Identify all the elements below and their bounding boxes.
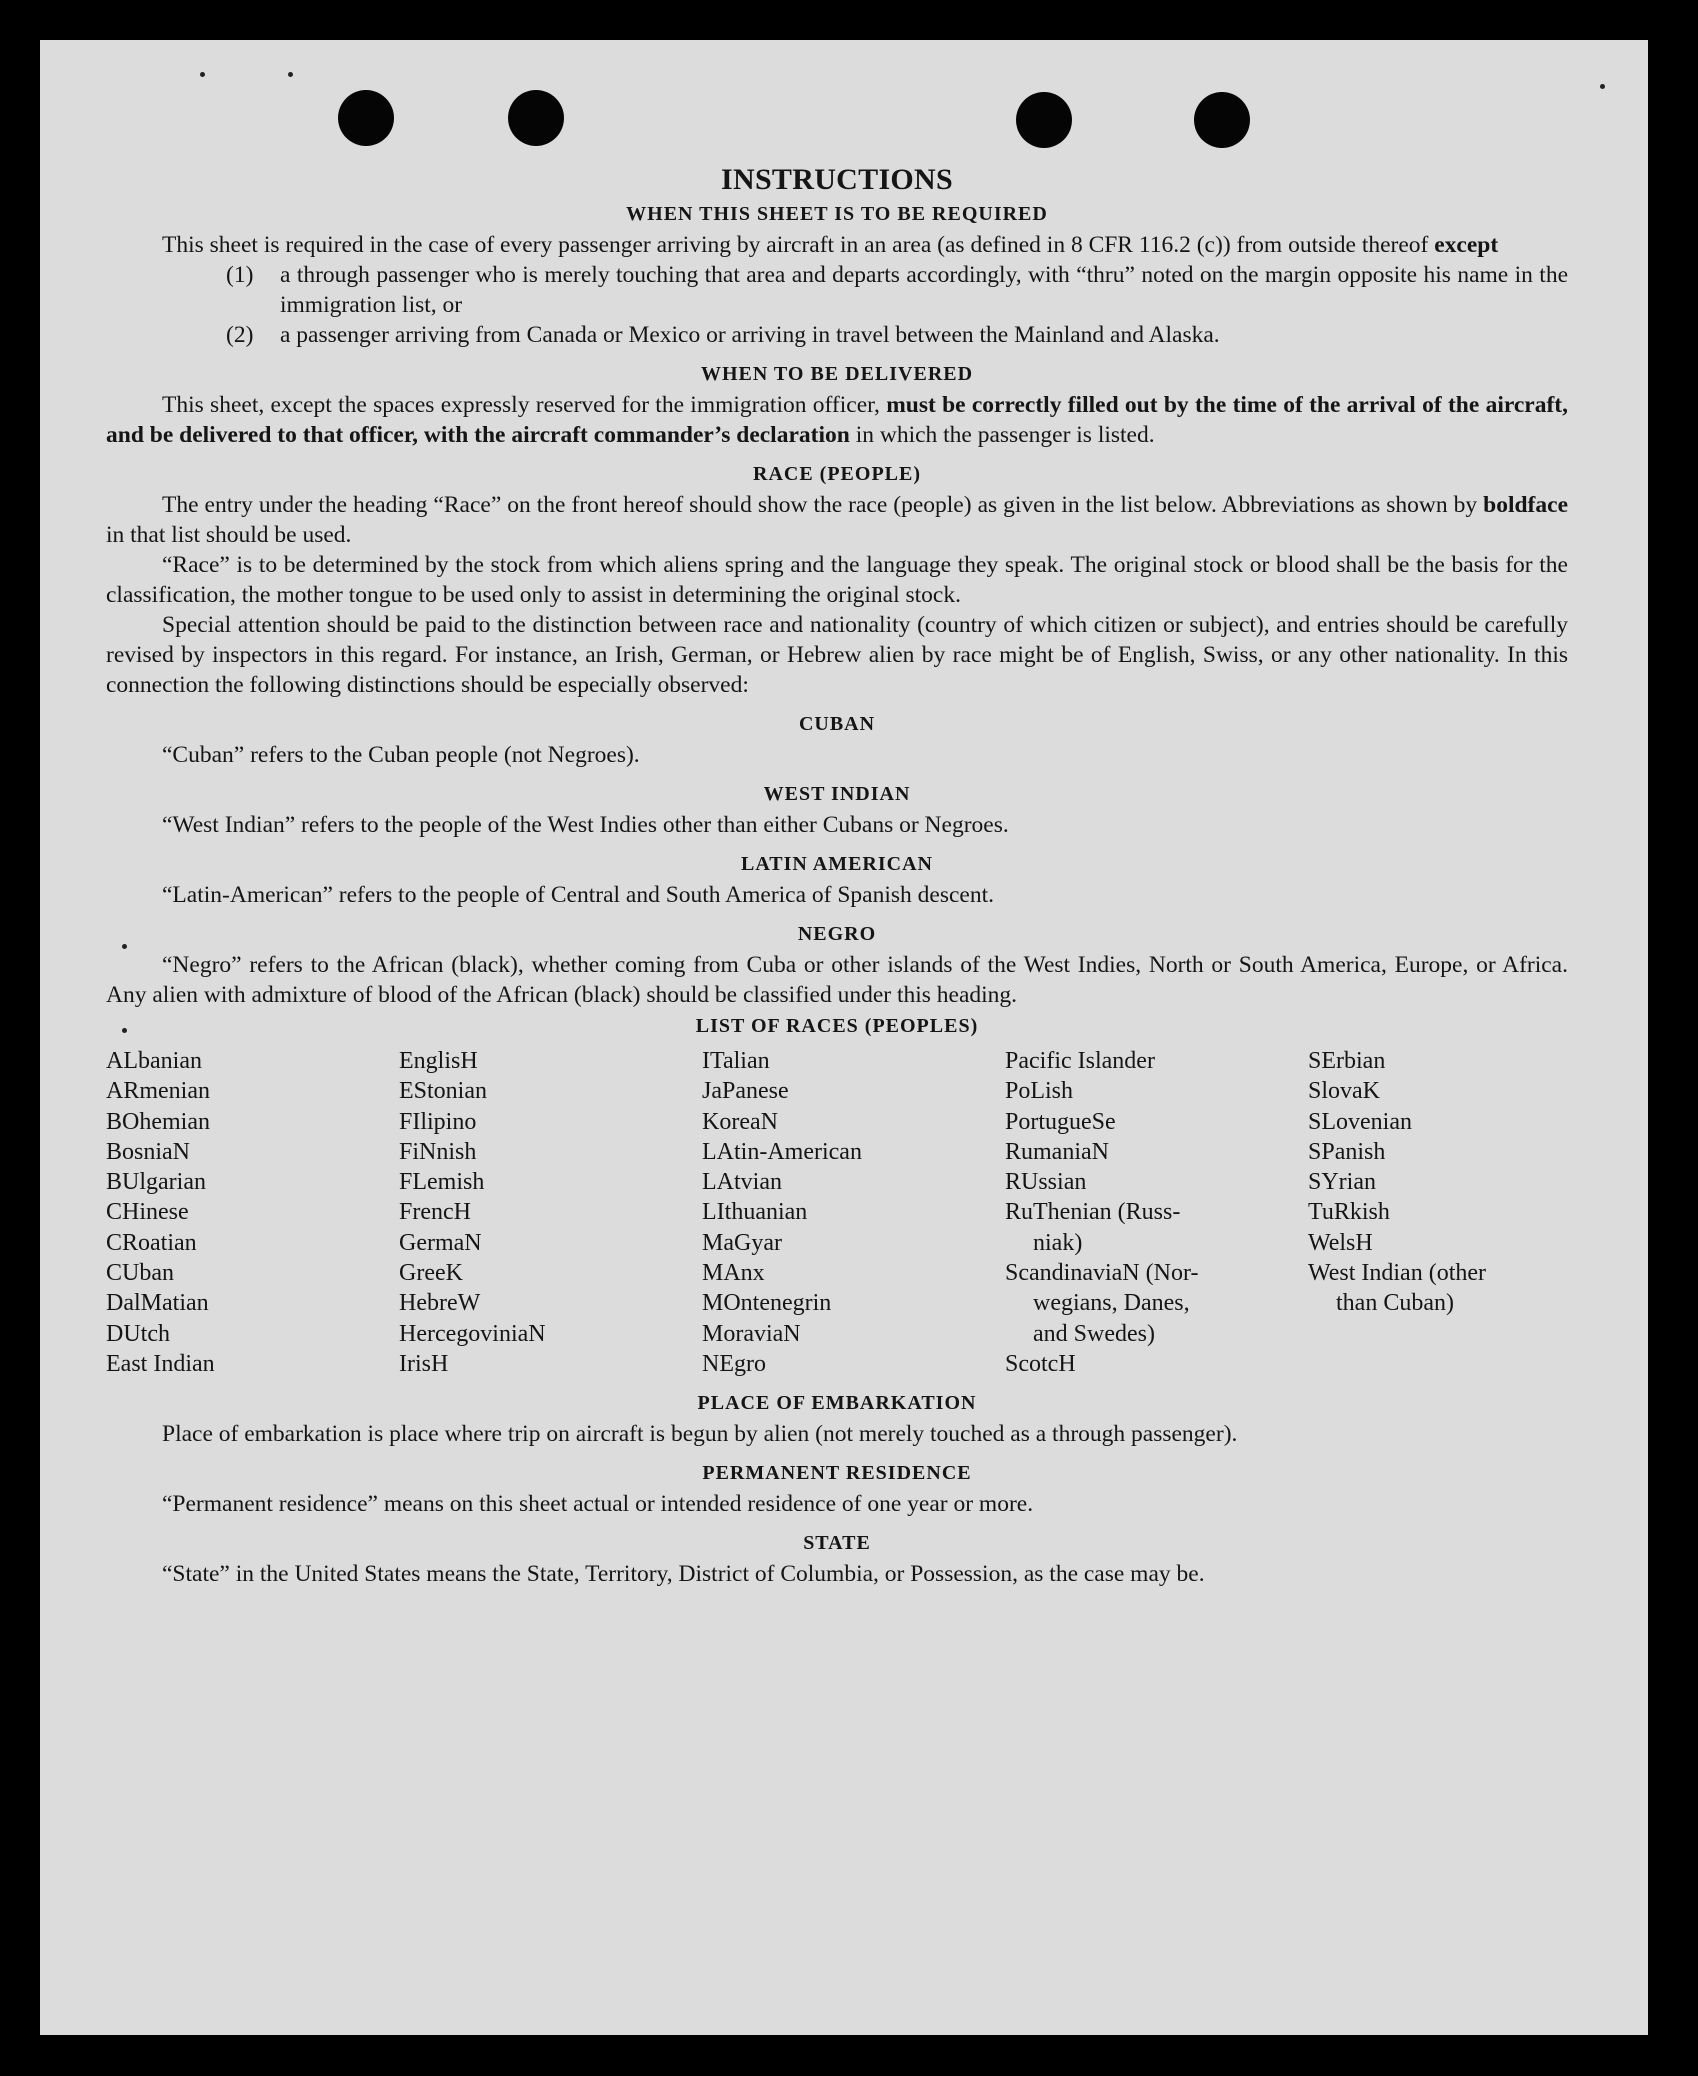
race-item-continuation: than Cuban) — [1336, 1290, 1454, 1317]
document-page — [40, 40, 1648, 2035]
race-item: LAtvian — [702, 1169, 782, 1196]
section-heading-delivered: WHEN TO BE DELIVERED — [700, 363, 974, 385]
race-item: EnglisH — [399, 1048, 478, 1074]
race-item: RUssian — [1005, 1169, 1087, 1196]
punch-hole — [1016, 92, 1072, 148]
race-item: HercegoviniaN — [399, 1320, 546, 1347]
paragraph-race-1: The entry under the heading “Race” on the front hereof should show the race (people) as given in the list below. Abbreviations as shown by boldface in that list should be used. — [106, 492, 1568, 548]
race-item: PortugueSe — [1005, 1108, 1116, 1135]
race-column-2 — [399, 1046, 689, 1379]
section-heading-list-of-races: LIST OF RACES (PEOPLES) — [695, 1015, 979, 1037]
race-item: PoLish — [1005, 1078, 1074, 1105]
race-item: ITalian — [702, 1048, 770, 1074]
race-item: SPanish — [1308, 1138, 1386, 1165]
race-item-continuation: wegians, Danes, — [1033, 1290, 1190, 1317]
paragraph-west-indian: “West Indian” refers to the people of the West Indies other than either Cubans or Negroes. — [162, 812, 1009, 838]
race-item: DalMatian — [106, 1290, 209, 1317]
race-item: SLovenian — [1308, 1108, 1412, 1135]
paragraph-residence: “Permanent residence” means on this sheet actual or intended residence of one year or more. — [162, 1491, 1034, 1518]
race-item: ScotcH — [1005, 1350, 1076, 1377]
section-heading-residence: PERMANENT RESIDENCE — [702, 1462, 972, 1485]
paragraph-embarkation: Place of embarkation is place where trip on aircraft is begun by alien (not merely touched as a through passenger). — [162, 1421, 1238, 1448]
race-item: GreeK — [399, 1260, 463, 1287]
race-item: Pacific Islander — [1005, 1048, 1155, 1074]
race-item-continuation: and Swedes) — [1033, 1320, 1155, 1347]
race-item: FLemish — [399, 1169, 485, 1196]
section-heading-race: RACE (PEOPLE) — [753, 463, 921, 485]
punch-hole — [508, 90, 564, 146]
race-item: CHinese — [106, 1199, 189, 1226]
race-item: SErbian — [1308, 1048, 1386, 1074]
section-heading-negro: NEGRO — [797, 923, 877, 945]
paragraph-delivered: This sheet, except the spaces expressly reserved for the immigration officer, must be correctly filled out by the time of the arrival of the aircraft, and be delivered to that officer, with the aircraft commander’s declaration in which the passenger is listed. — [106, 392, 1569, 448]
paragraph-negro: “Negro” refers to the African (black), whether coming from Cuba or other islands of the West Indies, North or South America, Europe, or Africa. Any alien with admixture of blood of the African (black) should be classified under this heading. — [106, 952, 1568, 1008]
clause-1: (1) a through passenger who is merely touching that area and departs accordingly, with “thru” noted on the margin opposite his name in the immigration list, or — [226, 262, 1568, 318]
race-item: ARmenian — [106, 1078, 210, 1105]
section-heading-embarkation: PLACE OF EMBARKATION — [697, 1392, 977, 1415]
race-item: DUtch — [106, 1320, 170, 1347]
race-column-5 — [1308, 1046, 1568, 1379]
section-heading-west-indian: WEST INDIAN — [763, 783, 911, 805]
race-item: BosniaN — [106, 1138, 190, 1165]
race-item: MaGyar — [702, 1229, 782, 1256]
race-list — [106, 1046, 1568, 1379]
race-item: RumaniaN — [1005, 1138, 1109, 1165]
paragraph-latin-american: “Latin-American” refers to the people of Central and South America of Spanish descent. — [162, 882, 995, 908]
race-item: RuThenian (Russ- — [1005, 1199, 1181, 1226]
race-item: CUban — [106, 1260, 174, 1287]
race-item: KoreaN — [702, 1108, 778, 1135]
race-item: EStonian — [399, 1078, 487, 1105]
race-item: HebreW — [399, 1290, 481, 1317]
page-title: INSTRUCTIONS — [721, 163, 953, 196]
race-item: East Indian — [106, 1350, 215, 1377]
paragraph-race-2: “Race” is to be determined by the stock from which aliens spring and the language they speak. The original stock or blood shall be the basis for the classification, the mother tongue to be used only to assist in determining the original stock. — [106, 552, 1568, 608]
paragraph-race-3: Special attention should be paid to the distinction between race and nationality (country of which citizen or subject), and entries should be carefully revised by inspectors in this regard. For instance, an Irish, German, or Hebrew alien by race might be of English, Swiss, or any other nationality. In this connection the following distinctions should be especially observed: — [106, 612, 1568, 698]
punch-hole — [1194, 92, 1250, 148]
race-item-continuation: niak) — [1033, 1229, 1083, 1256]
race-item: TuRkish — [1308, 1199, 1390, 1226]
paragraph-required: This sheet is required in the case of every passenger arriving by aircraft in an area (as defined in 8 CFR 116.2 (c)) from outside thereof except — [162, 232, 1499, 258]
section-heading-required: WHEN THIS SHEET IS TO BE REQUIRED — [626, 203, 1048, 225]
race-column-4 — [1005, 1046, 1295, 1379]
race-item: ALbanian — [106, 1048, 202, 1074]
race-item: LIthuanian — [702, 1199, 808, 1226]
race-item: LAtin-American — [702, 1138, 862, 1165]
race-item: SYrian — [1308, 1169, 1376, 1196]
race-item: MoraviaN — [702, 1320, 801, 1347]
race-item: SlovaK — [1308, 1078, 1380, 1105]
race-item: ScandinaviaN (Nor- — [1005, 1260, 1199, 1287]
race-item: JaPanese — [702, 1078, 789, 1105]
punch-hole — [338, 90, 394, 146]
paragraph-state: “State” in the United States means the State, Territory, District of Columbia, or Possession, as the case may be. — [162, 1561, 1205, 1588]
race-item: BOhemian — [106, 1108, 210, 1135]
race-column-3 — [702, 1046, 992, 1379]
speck — [288, 72, 293, 77]
race-item: MAnx — [702, 1260, 765, 1287]
paragraph-cuban: “Cuban” refers to the Cuban people (not Negroes). — [162, 742, 640, 768]
race-item: GermaN — [399, 1229, 482, 1256]
race-item: FIlipino — [399, 1108, 477, 1135]
section-heading-latin-american: LATIN AMERICAN — [741, 853, 933, 875]
race-item: MOntenegrin — [702, 1290, 832, 1317]
race-item: IrisH — [399, 1350, 449, 1377]
speck — [200, 72, 205, 77]
race-item: West Indian (other — [1308, 1260, 1487, 1287]
clause-2: (2) a passenger arriving from Canada or Mexico or arriving in travel between the Mainland and Alaska. — [226, 322, 1220, 348]
speck — [1600, 84, 1605, 89]
race-item: CRoatian — [106, 1229, 197, 1256]
race-item: BUlgarian — [106, 1169, 206, 1196]
section-heading-cuban: CUBAN — [798, 713, 876, 735]
race-item: FrencH — [399, 1199, 471, 1226]
race-item: WelsH — [1308, 1229, 1373, 1256]
race-item: FiNnish — [399, 1138, 477, 1165]
race-column-1 — [106, 1046, 386, 1379]
race-item: NEgro — [702, 1350, 766, 1377]
section-heading-state: STATE — [803, 1532, 871, 1555]
instructions-content — [106, 162, 1568, 1589]
